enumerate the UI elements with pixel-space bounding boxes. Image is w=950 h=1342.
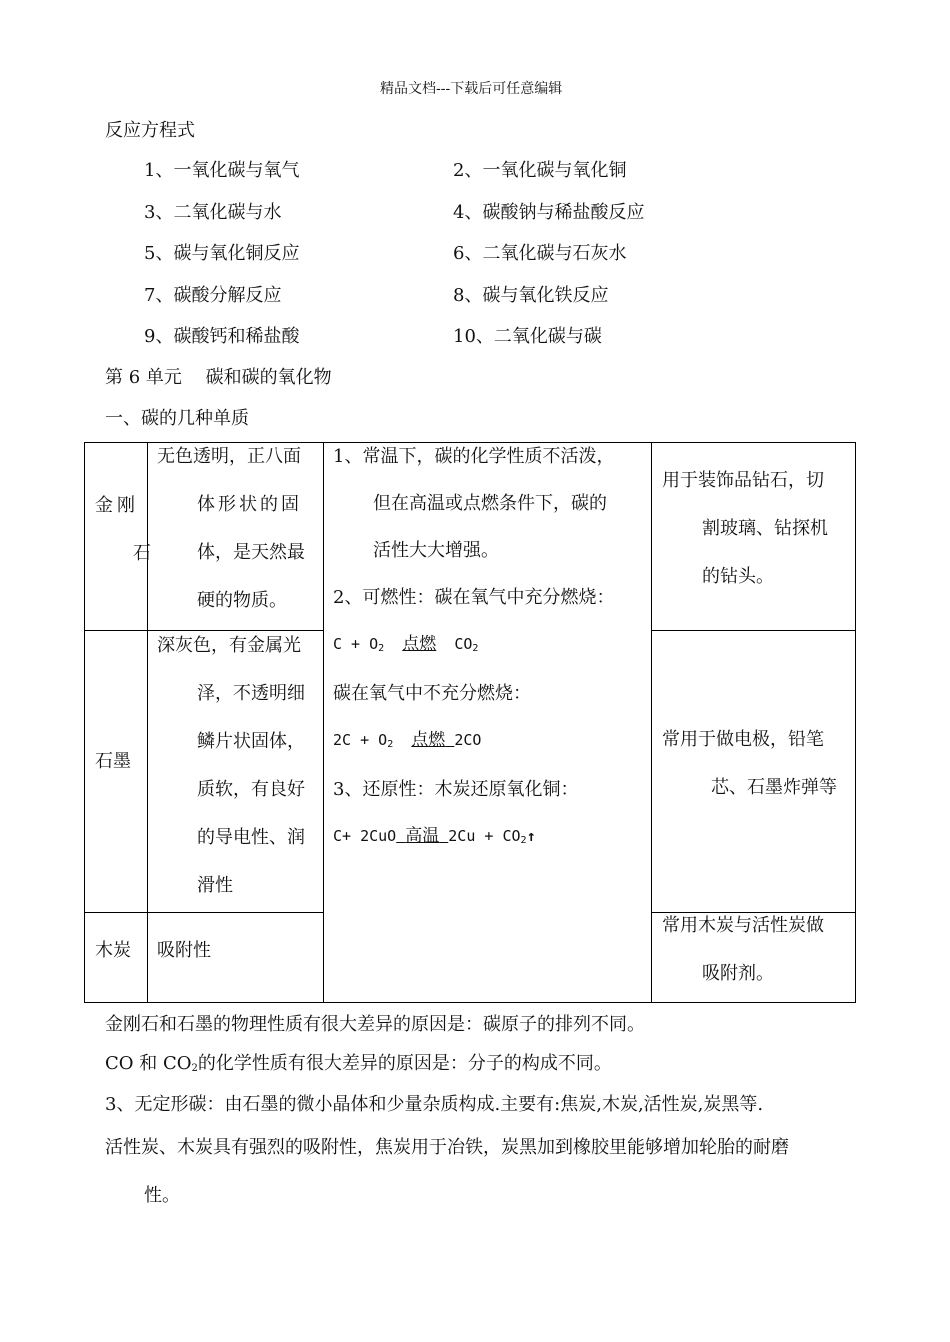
equation-item: 5、碳与氧化铜反应 bbox=[144, 243, 300, 264]
eq-product: CO bbox=[454, 635, 473, 653]
gas-arrow-icon: ↑ bbox=[526, 827, 536, 845]
equation-item: 2、一氧化碳与氧化铜 bbox=[453, 160, 627, 181]
eq-reactants: C + O bbox=[333, 635, 379, 653]
eq-reactants: 2C + O bbox=[333, 731, 388, 749]
diamond-use bbox=[662, 457, 828, 601]
chem-line: 但在高温或点燃条件下，碳的 bbox=[373, 493, 607, 514]
graphite-properties bbox=[157, 622, 305, 910]
equation-item: 10、二氧化碳与碳 bbox=[453, 326, 602, 347]
property-line: 体形状的固 bbox=[197, 494, 302, 515]
diamond-name-a: 金刚 bbox=[95, 495, 139, 516]
chem-line: 碳在氧气中不充分燃烧： bbox=[333, 683, 531, 704]
note-adsorption-end: 性。 bbox=[144, 1185, 180, 1206]
eq-product: 2Cu + CO bbox=[448, 827, 521, 845]
property-line: 体，是天然最 bbox=[197, 542, 305, 563]
equation-complete-combustion bbox=[333, 621, 614, 670]
graphite-use bbox=[662, 716, 837, 812]
property-line: 滑性 bbox=[197, 875, 233, 896]
eq-subscript: 2 bbox=[520, 835, 527, 846]
property-line: 鳞片状固体， bbox=[197, 731, 305, 752]
note-structure: 金刚石和石墨的物理性质有很大差异的原因是：碳原子的排列不同。 bbox=[105, 1014, 645, 1035]
eq-subscript: 2 bbox=[472, 643, 479, 654]
use-line: 常用木炭与活性炭做 bbox=[662, 915, 824, 936]
section-title: 一、碳的几种单质 bbox=[105, 408, 249, 429]
equation-item: 8、碳与氧化铁反应 bbox=[453, 285, 609, 306]
equation-item: 3、二氧化碳与水 bbox=[144, 202, 282, 223]
property-line: 深灰色，有金属光 bbox=[157, 635, 301, 656]
property-line: 无色透明，正八面 bbox=[157, 446, 301, 467]
diamond-properties bbox=[157, 433, 305, 625]
eq-subscript: 2 bbox=[378, 643, 385, 654]
unit-title: 第 6 单元 碳和碳的氧化物 bbox=[105, 367, 332, 388]
note-text: CO 和 CO bbox=[105, 1053, 192, 1074]
graphite-name: 石墨 bbox=[95, 751, 131, 772]
eq-subscript: 2 bbox=[387, 739, 394, 750]
equation-item: 4、碳酸钠与稀盐酸反应 bbox=[453, 202, 645, 223]
note-amorphous-carbon: 3、无定形碳：由石墨的微小晶体和少量杂质构成.主要有:焦炭,木炭,活性炭,炭黑等. bbox=[105, 1094, 764, 1115]
charcoal-use bbox=[662, 902, 824, 998]
equations-title: 反应方程式 bbox=[105, 120, 195, 141]
use-line: 用于装饰品钻石，切 bbox=[662, 470, 824, 491]
use-line: 吸附剂。 bbox=[702, 963, 774, 984]
eq-product: 2CO bbox=[454, 731, 482, 749]
use-line: 常用于做电极，铅笔 bbox=[662, 729, 824, 750]
eq-reactants: C+ 2CuO bbox=[333, 827, 397, 845]
eq-condition: 点燃 bbox=[402, 634, 437, 654]
equation-item: 7、碳酸分解反应 bbox=[144, 285, 282, 306]
note-adsorption: 活性炭、木炭具有强烈的吸附性，焦炭用于冶铁，炭黑加到橡胶里能够增加轮胎的耐磨 bbox=[105, 1137, 789, 1158]
property-line: 的导电性、润 bbox=[197, 827, 305, 848]
diamond-name-b: 石 bbox=[133, 543, 151, 564]
chem-line: 活性大大增强。 bbox=[373, 540, 499, 561]
equation-incomplete-combustion bbox=[333, 717, 614, 766]
diamond-name bbox=[95, 482, 151, 578]
note-text: 的化学性质有很大差异的原因是：分子的构成不同。 bbox=[197, 1053, 612, 1074]
charcoal-name: 木炭 bbox=[95, 940, 131, 961]
chem-line: 3、还原性：木炭还原氧化铜： bbox=[333, 779, 579, 800]
use-line: 的钻头。 bbox=[702, 566, 774, 587]
page-header: 精品文档---下载后可任意编辑 bbox=[380, 81, 563, 97]
property-line: 泽，不透明细 bbox=[197, 683, 305, 704]
eq-condition: 点燃 bbox=[411, 730, 446, 750]
equation-reduction bbox=[333, 813, 614, 862]
carbon-allotropes-table bbox=[84, 442, 856, 1003]
chem-line: 1、常温下，碳的化学性质不活泼， bbox=[333, 446, 615, 467]
charcoal-properties: 吸附性 bbox=[157, 940, 211, 961]
eq-condition: 高温 bbox=[405, 826, 440, 846]
chem-line: 2、可燃性：碳在氧气中充分燃烧： bbox=[333, 587, 615, 608]
use-line: 割玻璃、钻探机 bbox=[702, 518, 828, 539]
chemical-properties bbox=[333, 433, 614, 862]
property-line: 硬的物质。 bbox=[197, 590, 287, 611]
equation-item: 1、一氧化碳与氧气 bbox=[144, 160, 300, 181]
property-line: 质软，有良好 bbox=[197, 779, 305, 800]
use-line: 芯、石墨炸弹等 bbox=[711, 777, 837, 798]
equation-item: 6、二氧化碳与石灰水 bbox=[453, 243, 627, 264]
equation-item: 9、碳酸钙和稀盐酸 bbox=[144, 326, 300, 347]
note-co-co2 bbox=[105, 1049, 612, 1075]
note-subscript: 2 bbox=[191, 1063, 198, 1074]
